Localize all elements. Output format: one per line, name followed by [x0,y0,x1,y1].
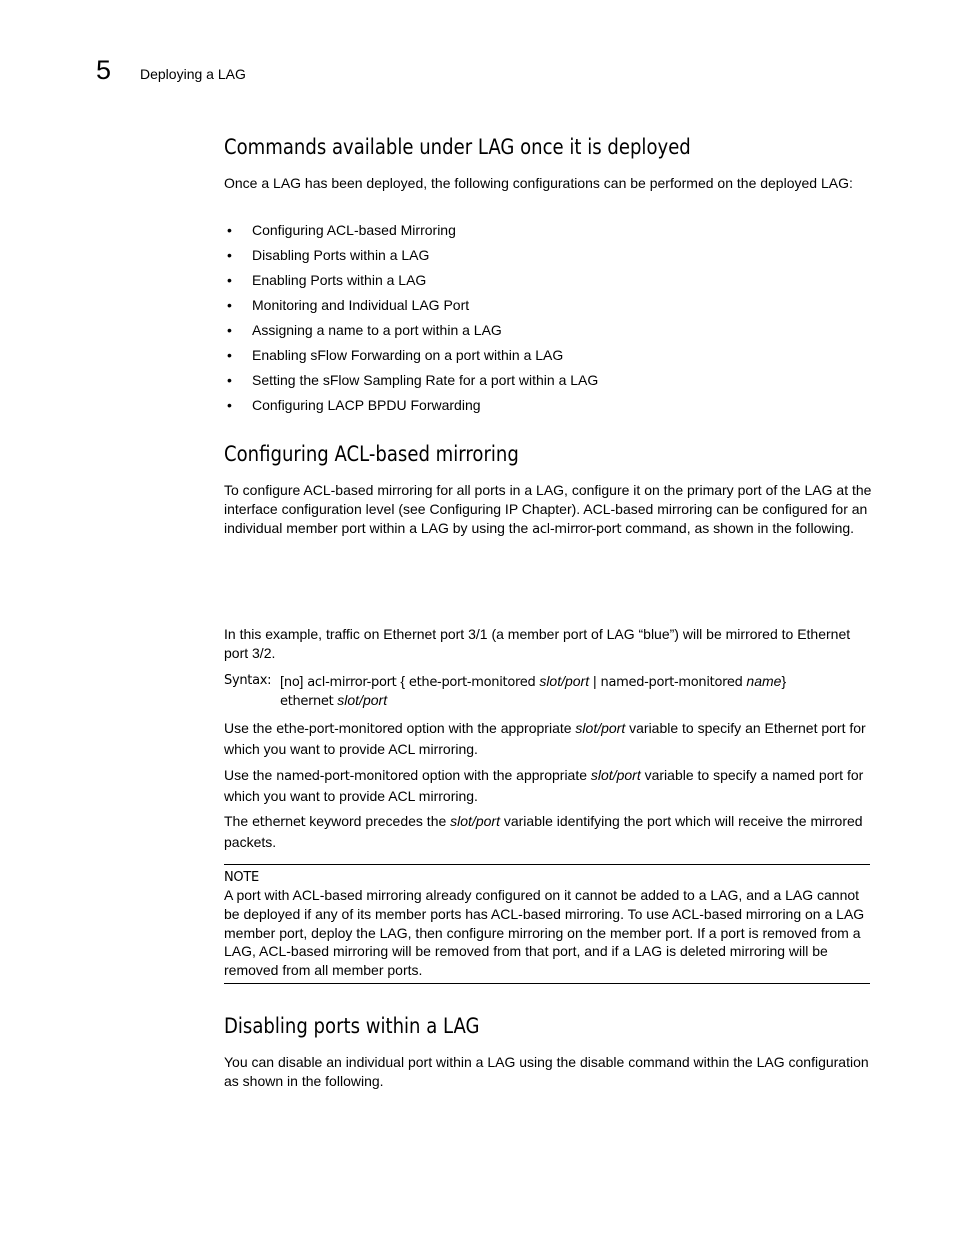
ethernet-keyword-description: The ethernet keyword precedes the slot/port variable identifying the port which will receive the mirrored packets. [224,813,863,850]
ethe-port-monitored-description: Use the ethe-port-monitored option with the appropriate slot/port variable to specify an Ethernet port for which you want to provide ACL mirroring. [224,720,866,757]
section-heading-disabling-ports: Disabling ports within a LAG [224,1014,480,1038]
syntax-line-2: ethernet slot/port [280,692,388,709]
syntax-block [224,672,872,712]
list-item: • Configuring ACL-based Mirroring [227,222,456,238]
disabling-ports-description: You can disable an individual port within a LAG using the disable command within the LAG configuration as shown in the following. [224,1054,869,1089]
bullet-icon: • [227,297,232,313]
list-item: • Enabling Ports within a LAG [227,272,427,288]
named-port-monitored-description: Use the named-port-monitored option with the appropriate slot/port variable to specify a named port for which you want to provide ACL mirroring. [224,767,864,804]
example-description: In this example, traffic on Ethernet port 3/1 (a member port of LAG “blue”) will be mirrored to Ethernet port 3/2. [224,626,851,661]
section-heading-commands: Commands available under LAG once it is deployed [224,135,691,159]
acl-mirroring-description: To configure ACL-based mirroring for all ports in a LAG, configure it on the primary port of the LAG at the interface configuration level (see Configuring IP Chapter). ACL-based mirroring can be configured for an individual member port within a LAG by using the acl-mirror-port command, as shown in the following. [224,482,872,537]
section1-intro: Once a LAG has been deployed, the following configurations can be performed on the deployed LAG: [224,175,853,191]
command-list [224,221,864,421]
bullet-icon: • [227,372,232,388]
chapter-title: Deploying a LAG [140,66,246,82]
list-item: • Setting the sFlow Sampling Rate for a port within a LAG [227,372,599,388]
bullet-icon: • [227,347,232,363]
list-item: • Disabling Ports within a LAG [227,247,430,263]
note-label: NOTE [224,870,259,885]
bullet-icon: • [227,397,232,413]
bullet-icon: • [227,272,232,288]
list-item: • Enabling sFlow Forwarding on a port within a LAG [227,347,564,363]
section-heading-acl-mirroring: Configuring ACL-based mirroring [224,442,519,466]
list-item: • Configuring LACP BPDU Forwarding [227,397,481,413]
command-keyword: acl-mirror-port [532,521,622,537]
bullet-icon: • [227,247,232,263]
bullet-icon: • [227,222,232,238]
syntax-line-1: [no] acl-mirror-port { ethe-port-monitored slot/port | named-port-monitored name} [280,673,787,690]
note-top-rule [224,864,870,865]
list-item: • Monitoring and Individual LAG Port [227,297,470,313]
note-bottom-rule [224,983,870,984]
list-item: • Assigning a name to a port within a LAG [227,322,502,338]
syntax-label: Syntax: [224,673,272,688]
bullet-icon: • [227,322,232,338]
note-text: A port with ACL-based mirroring already configured on it cannot be added to a LAG, and a LAG cannot be deployed if any of its member ports has ACL-based mirroring. To use ACL-based mirroring on a LAG member port, deploy the LAG, then configure mirroring on the member port. If a port is removed from a LAG, ACL-based mirroring will be removed from that port, and if a LAG is deleted mirroring will be removed from all member ports. [224,887,865,979]
chapter-number: 5 [96,55,112,85]
